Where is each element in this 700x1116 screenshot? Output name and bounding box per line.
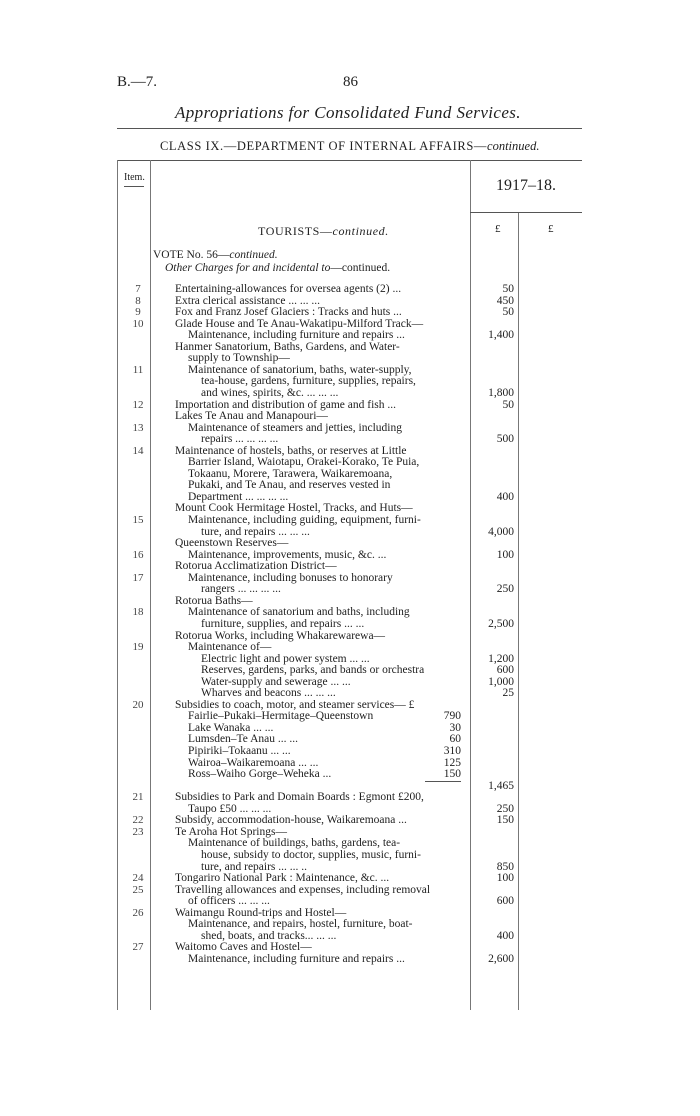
subsidy-amount: 150 (443, 768, 461, 781)
item-text: ture, and repairs ... ... ... (201, 525, 310, 538)
item-text: ture, and repairs ... ... .. (201, 860, 308, 873)
amount-column-divider (470, 160, 471, 1010)
item-text: Rotorua Acclimatization District— (175, 560, 337, 573)
item-text: Barrier Island, Waiotapu, Orakei-Korako, Te Puia, (188, 456, 420, 469)
item-text: Lakes Te Anau and Manapouri— (175, 410, 328, 423)
item-amount: 400 (496, 929, 514, 942)
page-reference: B.—7. (117, 74, 158, 90)
item-text: Travelling allowances and expenses, including removal (175, 883, 431, 896)
item-text: Taupo £50 ... ... ... (188, 802, 272, 815)
item-text: Pipiriki–Tokaanu ... ... (188, 745, 291, 757)
item-amount: 2,600 (488, 952, 514, 965)
item-number: 25 (132, 883, 144, 896)
item-number: 13 (132, 421, 144, 434)
item-number: 16 (132, 548, 144, 561)
item-text: Maintenance, and repairs, hostel, furniture, boat- (188, 918, 413, 931)
item-text: Tokaanu, Morere, Tarawera, Waikaremoana, (188, 467, 393, 480)
item-amount: 50 (502, 306, 514, 319)
title-rule (117, 128, 582, 129)
item-text: Subsidies to Park and Domain Boards : Egmont £200, (175, 791, 424, 804)
item-column-divider (150, 160, 151, 1010)
item-text: Lake Wanaka ... ... (188, 721, 274, 734)
subsidy-amount: 60 (449, 733, 461, 746)
item-amount: 100 (496, 872, 514, 885)
item-number: 12 (132, 398, 144, 411)
class-heading: CLASS IX.—DEPARTMENT OF INTERNAL AFFAIRS—continued. (160, 139, 540, 153)
item-text: Te Aroha Hot Springs— (175, 825, 287, 838)
item-text: and wines, spirits, &c. ... ... ... (201, 386, 339, 399)
item-number: 26 (132, 906, 144, 919)
item-amount: 1,000 (488, 675, 514, 688)
item-text: Importation and distribution of game and fish ... (175, 398, 397, 411)
item-amount: 600 (496, 895, 514, 908)
item-text: Fairlie–Pukaki–Hermitage–Queenstown (188, 710, 374, 723)
pound-unit-col1: £ (495, 223, 501, 235)
item-text: Rotorua Works, including Whakarewarewa— (175, 629, 386, 642)
item-text: Maintenance of sanatorium and baths, including (188, 606, 410, 619)
item-text: Maintenance, including guiding, equipment, furni- (188, 514, 421, 526)
item-text: shed, boats, and tracks... ... ... (201, 929, 337, 942)
item-text: Waimangu Round-trips and Hostel— (175, 906, 347, 919)
item-number: 18 (132, 606, 144, 619)
item-amount: 400 (496, 490, 514, 503)
item-column-header: Item. (124, 172, 145, 183)
item-amount: 1,465 (488, 779, 514, 792)
item-amount: 50 (502, 398, 514, 411)
item-text: Wairoa–Waikaremoana ... ... (188, 756, 319, 769)
table-left-border (117, 160, 118, 1010)
item-text: Pukaki, and Te Anau, and reserves vested in (188, 479, 391, 492)
item-text: Maintenance of buildings, baths, gardens, tea- (188, 837, 401, 850)
item-number: 27 (132, 941, 144, 954)
subsidy-amount: 310 (443, 745, 461, 757)
item-text: Reserves, gardens, parks, and bands or orchestra (201, 664, 425, 677)
item-text: rangers ... ... ... ... (201, 583, 281, 596)
item-number: 21 (132, 791, 144, 804)
item-text: tea-house, gardens, furniture, supplies, repairs, (201, 375, 416, 388)
pound-unit-col2: £ (548, 223, 554, 235)
item-amount: 2,500 (488, 617, 514, 630)
item-text: Entertaining-allowances for oversea agents (2) ... (175, 283, 402, 295)
page-number: 86 (343, 74, 358, 90)
item-text: Maintenance, improvements, music, &c. ... (188, 548, 387, 561)
item-number: 14 (132, 444, 144, 457)
item-text: Rotorua Baths— (175, 594, 253, 607)
item-text: house, subsidy to doctor, supplies, music, furni- (201, 848, 421, 861)
item-number: 19 (132, 641, 144, 654)
item-text: Glade House and Te Anau-Wakatipu-Milford Track— (175, 317, 424, 330)
item-amount: 1,400 (488, 329, 514, 342)
subsidy-amount: 30 (449, 721, 461, 734)
vote-heading: VOTE No. 56—continued. (153, 249, 278, 261)
item-text: Maintenance, including bonuses to honorary (188, 571, 393, 584)
item-text: Ross–Waiho Gorge–Weheka ... (188, 768, 332, 781)
item-number: 15 (132, 514, 144, 526)
item-text: Department ... ... ... ... (188, 490, 289, 503)
year-heading: 1917–18. (496, 177, 556, 194)
item-text: Mount Cook Hermitage Hostel, Tracks, and Huts— (175, 502, 413, 515)
item-text: Subsidy, accommodation-house, Waikaremoana ... (175, 814, 407, 827)
item-number: 10 (132, 317, 144, 330)
item-amount: 25 (502, 687, 514, 700)
item-amount: 50 (502, 283, 514, 295)
item-text: Maintenance of— (188, 641, 272, 654)
page-title: Appropriations for Consolidated Fund Services. (175, 103, 521, 122)
item-text: Subsidies to coach, motor, and steamer services— £ (175, 698, 415, 711)
item-header-rule (124, 186, 144, 187)
item-text: Maintenance, including furniture and repairs ... (188, 329, 405, 342)
subsidy-amount: 790 (443, 710, 461, 723)
item-text: Lumsden–Te Anau ... ... (188, 733, 299, 746)
vote-subheading: Other Charges for and incidental to—continued. (165, 262, 391, 274)
item-text: Electric light and power system ... ... (201, 652, 370, 665)
item-text: Water-supply and sewerage ... ... (201, 675, 351, 688)
item-amount: 150 (496, 814, 514, 827)
amount-subcolumn-divider (518, 212, 519, 1010)
item-text: Hanmer Sanatorium, Baths, Gardens, and Water- (175, 340, 400, 353)
item-number: 20 (132, 698, 144, 711)
item-number: 24 (132, 872, 144, 885)
item-amount: 250 (496, 802, 514, 815)
item-text: Extra clerical assistance ... ... ... (175, 294, 320, 307)
item-text: Waitomo Caves and Hostel— (175, 941, 312, 954)
item-number: 23 (132, 825, 144, 838)
item-amount: 250 (496, 583, 514, 596)
item-amount: 100 (496, 548, 514, 561)
item-amount: 1,800 (488, 386, 514, 399)
item-amount: 850 (496, 860, 514, 873)
item-text: Queenstown Reserves— (175, 537, 289, 550)
item-number: 9 (135, 306, 141, 319)
item-number: 22 (132, 814, 144, 827)
item-amount: 500 (496, 433, 514, 446)
item-text: supply to Township— (188, 352, 290, 365)
item-text: Fox and Franz Josef Glaciers : Tracks and huts ... (175, 306, 402, 319)
item-text: Maintenance of steamers and jetties, including (188, 421, 402, 434)
item-number: 7 (135, 283, 141, 295)
subsidy-amount: 125 (443, 756, 461, 769)
item-text: Maintenance of sanatorium, baths, water-supply, (188, 363, 412, 376)
item-amount: 1,200 (488, 652, 514, 665)
item-number: 17 (132, 571, 144, 584)
item-amount: 4,000 (488, 525, 514, 538)
item-number: 8 (135, 294, 141, 307)
item-text: Tongariro National Park : Maintenance, &c. ... (175, 872, 390, 885)
item-text: Maintenance of hostels, baths, or reserves at Little (175, 444, 407, 457)
section-heading: TOURISTS—continued. (258, 224, 389, 238)
item-text: Maintenance, including furniture and repairs ... (188, 952, 405, 965)
year-rule (470, 212, 582, 213)
item-number: 11 (132, 363, 144, 376)
item-amount: 450 (496, 294, 514, 307)
item-text: repairs ... ... ... ... (201, 433, 279, 446)
item-text: of officers ... ... ... (188, 895, 270, 908)
item-text: Wharves and beacons ... ... ... (201, 687, 336, 700)
class-rule (117, 160, 582, 161)
item-text: furniture, supplies, and repairs ... ... (201, 617, 365, 630)
subtotal-rule (425, 781, 461, 782)
item-amount: 600 (496, 664, 514, 677)
